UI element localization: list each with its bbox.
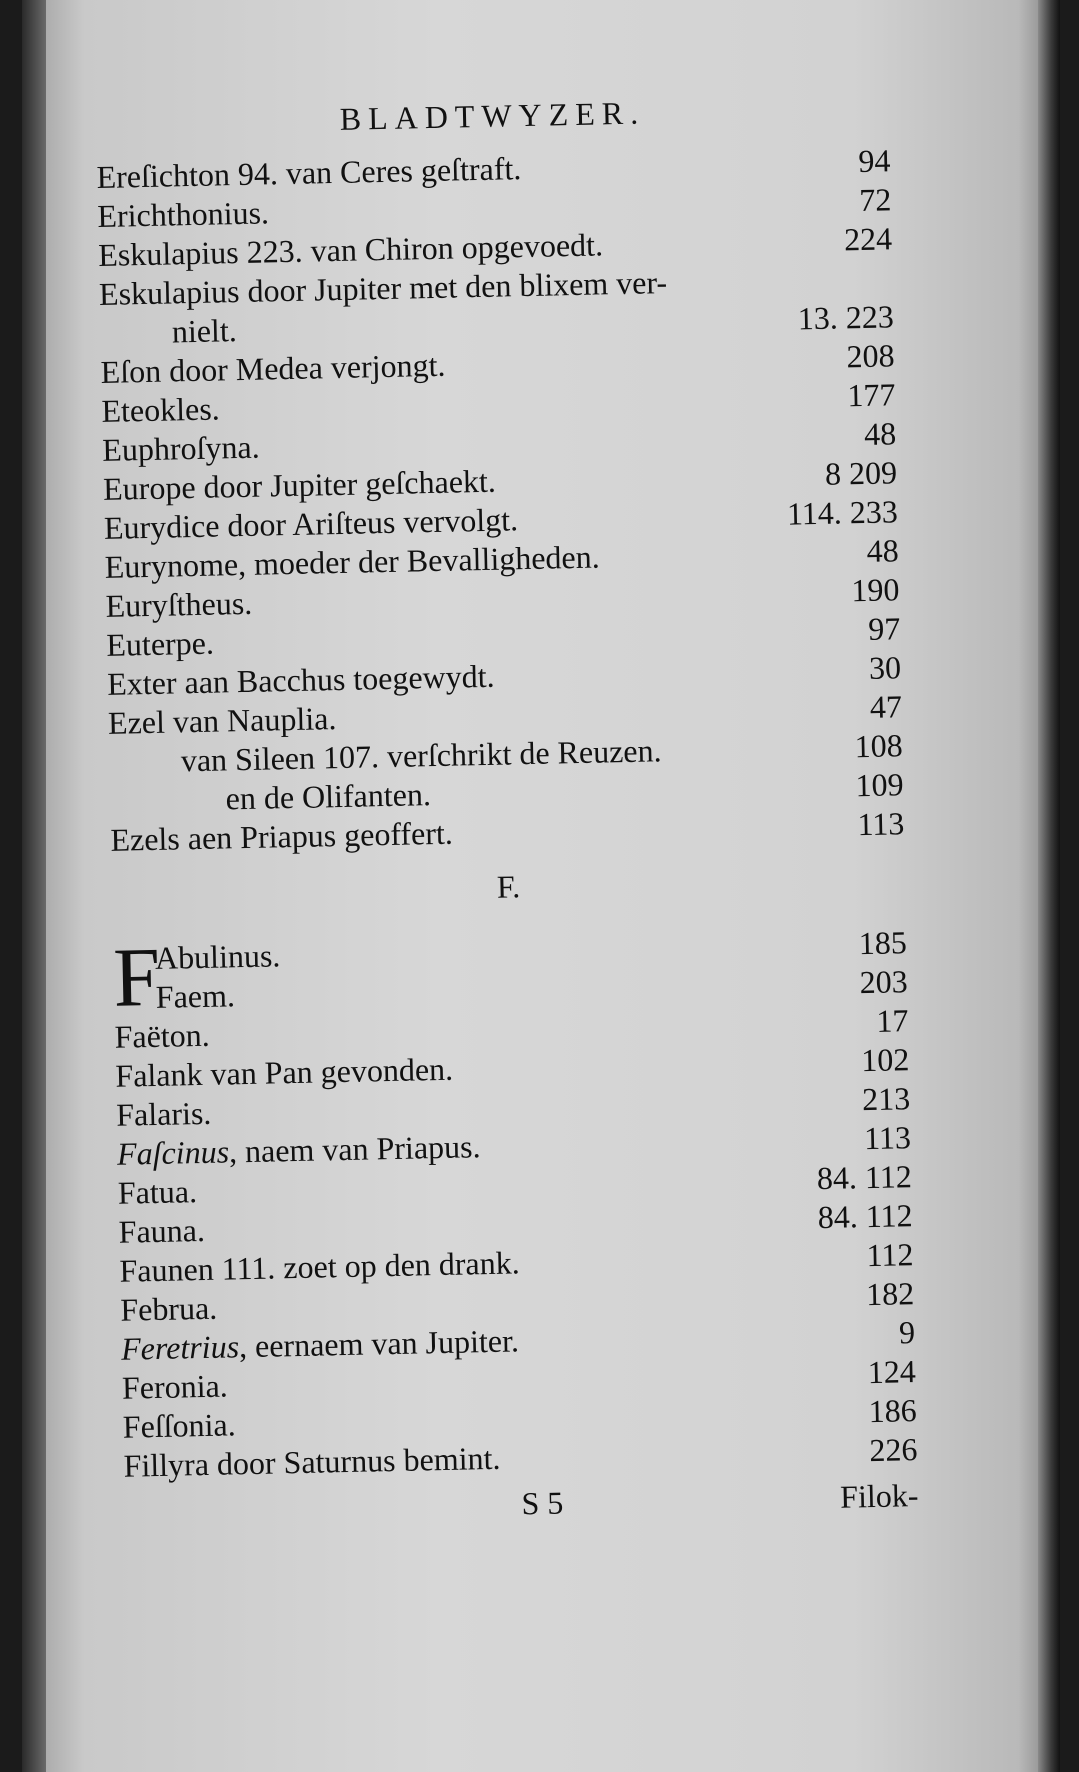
- signature-mark: S 5: [521, 1484, 564, 1522]
- page-reference: 124: [867, 1353, 917, 1391]
- dropcap-letter: F: [112, 930, 162, 1025]
- index-term-text: , eernaem van Jupiter.: [238, 1322, 520, 1365]
- page-reference: 213: [861, 1080, 911, 1118]
- page-reference: 226: [869, 1431, 918, 1469]
- page-reference: 17: [876, 1002, 909, 1039]
- index-term: Eurynome, moeder der Bevalligheden.: [104, 538, 600, 585]
- index-term: van Sileen 107. verſchrikt de Reuzen.: [180, 732, 662, 779]
- section-heading-f: F.: [496, 868, 521, 905]
- page-reference: 224: [843, 220, 893, 258]
- index-term: Euterpe.: [106, 624, 215, 663]
- entries-section-f: [114, 1001, 918, 1486]
- page-reference: 8 209: [824, 454, 898, 492]
- page-reference: 48: [866, 532, 899, 569]
- index-term: nielt.: [171, 312, 238, 350]
- page-reference: 84. 112: [816, 1158, 913, 1197]
- index-term: Ereſichton 94. van Ceres geſtraft.: [96, 150, 522, 195]
- page-reference: 113: [863, 1119, 912, 1157]
- index-term: Europe door Jupiter geſchaekt.: [102, 462, 497, 507]
- page-reference: 114. 233: [786, 493, 899, 532]
- index-term: Eſon door Medea verjongt.: [100, 346, 446, 390]
- page-reference: 109: [855, 766, 904, 804]
- book-gutter: [22, 0, 46, 1772]
- catchword: Filok-: [839, 1477, 919, 1515]
- index-term: Feronia.: [121, 1367, 229, 1406]
- page-edge: [1038, 0, 1060, 1772]
- index-term: Ezels aen Priapus geoffert.: [110, 814, 454, 858]
- page-reference: 94: [858, 142, 891, 180]
- page-reference: 113: [857, 805, 905, 843]
- index-term: Falaris.: [115, 1094, 212, 1133]
- entries-section-e: [96, 141, 905, 859]
- running-head: BLADTWYZER.: [339, 94, 646, 137]
- page-reference: 97: [867, 610, 901, 647]
- page-reference: 84. 112: [817, 1197, 913, 1236]
- index-term: Eskulapius door Jupiter met den blixem ver-: [98, 264, 668, 312]
- page-reference: 190: [851, 571, 900, 609]
- page-reference: 203: [859, 963, 909, 1001]
- index-term: Exter aan Bacchus toegewydt.: [106, 657, 495, 702]
- index-term: Fillyra door Saturnus bemint.: [123, 1439, 501, 1484]
- index-term: Eskulapius 223. van Chiron opgevoedt.: [97, 226, 604, 273]
- page-reference: 186: [868, 1392, 917, 1430]
- index-term: Faem.: [155, 977, 236, 1015]
- page-reference: 102: [860, 1041, 910, 1079]
- index-term: Falank van Pan gevonden.: [115, 1050, 454, 1094]
- page-reference: 72: [858, 181, 892, 219]
- index-term: Faunen 111. zoet op den drank.: [119, 1244, 521, 1289]
- page-reference: 208: [846, 337, 895, 375]
- page-reference: 177: [846, 376, 896, 414]
- index-term-italic: Feretrius: [120, 1328, 240, 1367]
- index-term: Euryſtheus.: [105, 584, 253, 624]
- page-reference: 182: [865, 1275, 915, 1313]
- book-page: [22, 0, 1060, 1772]
- page-reference: 30: [868, 649, 902, 686]
- index-term-italic: Faſcinus: [116, 1133, 230, 1172]
- index-term: Faëton.: [114, 1016, 211, 1055]
- index-term: Fauna.: [118, 1211, 206, 1250]
- index-term: Fatua.: [117, 1173, 198, 1211]
- index-term: en de Olifanten.: [225, 776, 432, 817]
- index-term-text: , naem van Priapus.: [228, 1128, 481, 1170]
- index-term: Feſſonia.: [122, 1406, 237, 1445]
- page-reference: 112: [866, 1236, 914, 1274]
- page-reference: 48: [863, 415, 897, 452]
- page-reference: [853, 288, 893, 289]
- page-reference: 47: [869, 688, 903, 725]
- index-term: Eurydice door Ariſteus vervolgt.: [103, 501, 519, 546]
- index-term: Ezel van Nauplia.: [107, 700, 337, 741]
- index-term: Euphroſyna.: [101, 428, 260, 468]
- index-term: Abulinus.: [154, 937, 281, 976]
- index-term: Eteokles.: [101, 390, 221, 429]
- page-reference: 9: [898, 1314, 916, 1351]
- index-term: Februa.: [119, 1289, 218, 1328]
- index-term: Erichthonius.: [97, 194, 270, 234]
- index-content: [95, 83, 919, 1533]
- page-reference: 108: [854, 727, 904, 765]
- page-reference: 13. 223: [797, 298, 895, 337]
- page-reference: 185: [858, 924, 908, 962]
